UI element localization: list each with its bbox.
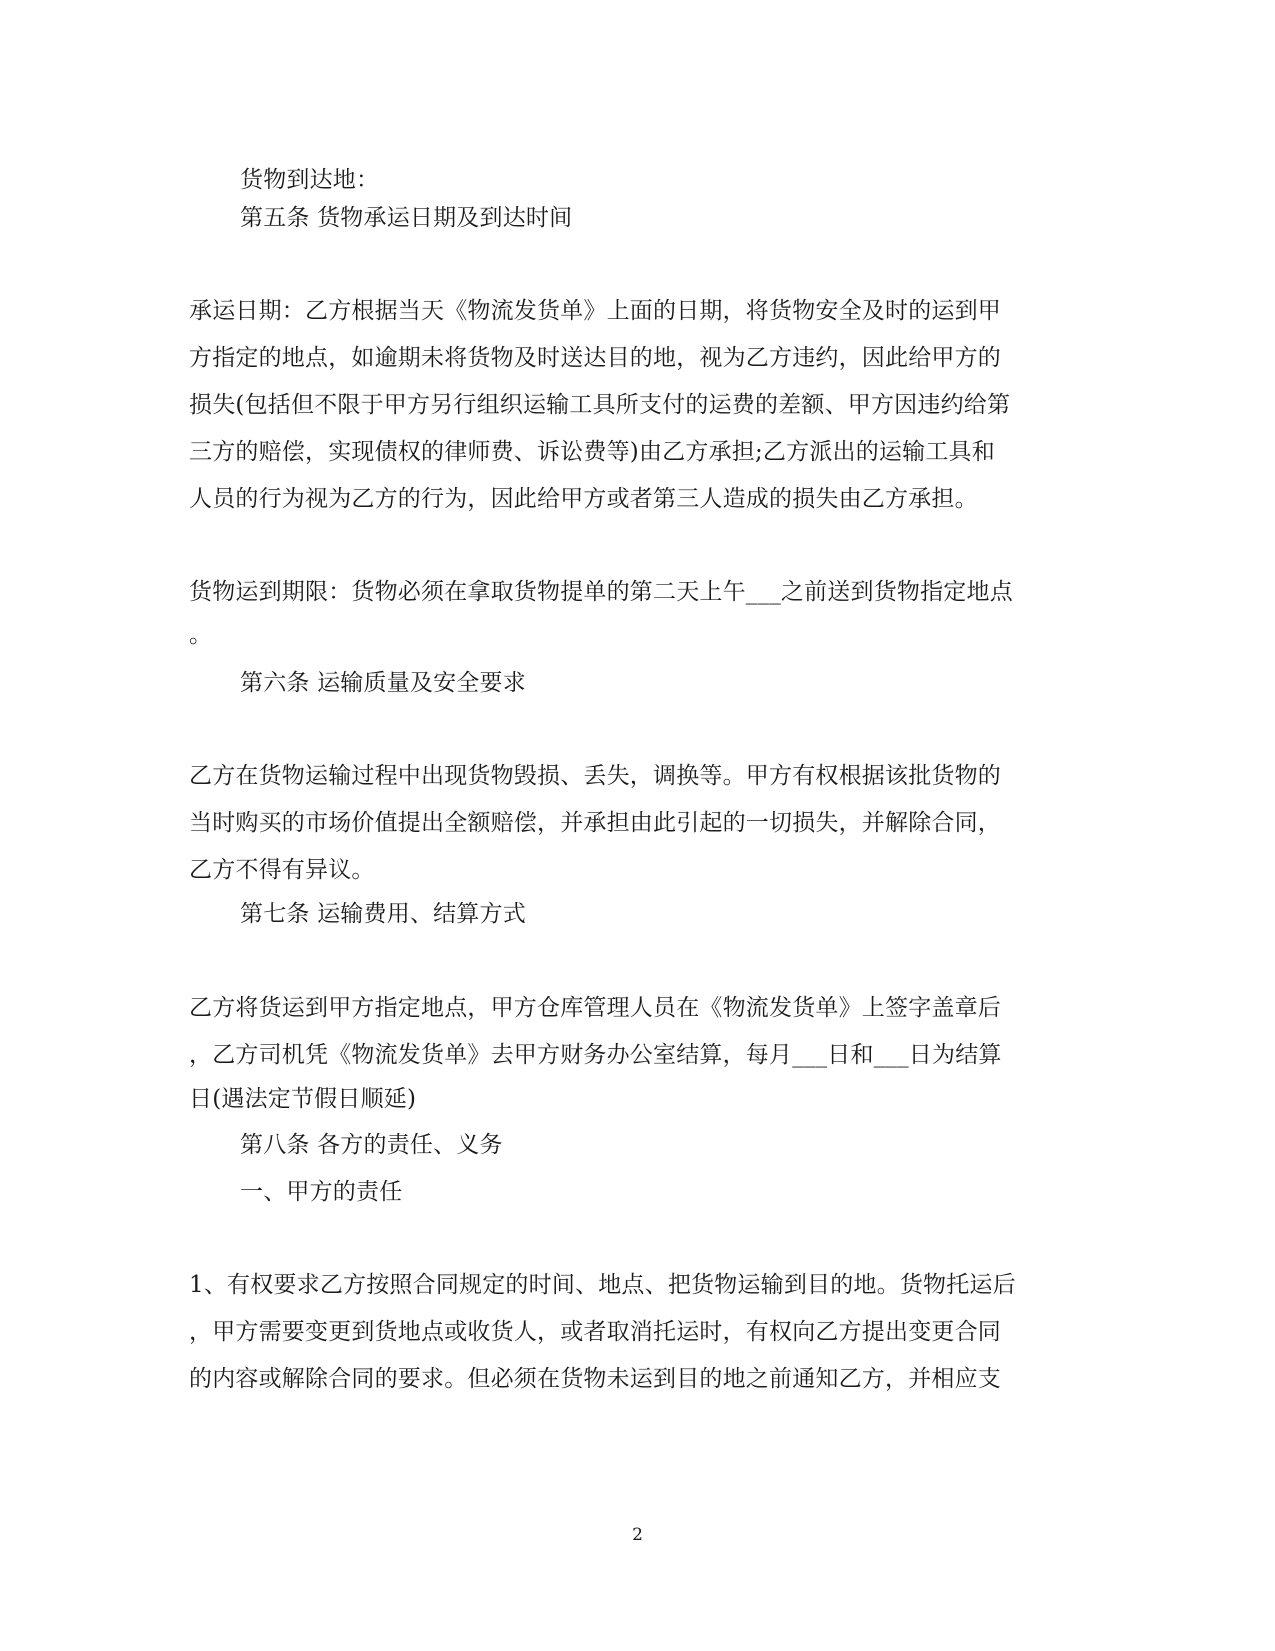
- paragraph-line: 的内容或解除合同的要求。但必须在货物未运到目的地之前通知乙方，并相应支: [189, 1366, 1001, 1392]
- section-heading: 一、甲方的责任: [240, 1179, 403, 1205]
- paragraph-line: 。: [189, 622, 213, 648]
- paragraph-line: ，甲方需要变更到货地点或收货人，或者取消托运时，有权向乙方提出变更合同: [189, 1319, 1001, 1345]
- paragraph-line: 乙方将货运到甲方指定地点，甲方仓库管理人员在《物流发货单》上签字盖章后: [189, 995, 1001, 1021]
- page-number: 2: [632, 1525, 643, 1545]
- article-5-heading: 第五条 货物承运日期及到达时间: [240, 205, 573, 231]
- article-6-heading: 第六条 运输质量及安全要求: [240, 670, 526, 696]
- paragraph-line: 货物运到期限：货物必须在拿取货物提单的第二天上午___之前送到货物指定地点: [189, 579, 1013, 605]
- article-8-heading: 第八条 各方的责任、义务: [240, 1132, 503, 1158]
- paragraph-line: 日(遇法定节假日顺延): [189, 1086, 417, 1112]
- paragraph-line: 方指定的地点，如逾期未将货物及时送达目的地，视为乙方违约，因此给甲方的: [189, 345, 1001, 371]
- paragraph-line: 当时购买的市场价值提出全额赔偿，并承担由此引起的一切损失，并解除合同，: [189, 810, 1001, 836]
- paragraph-line: 损失(包括但不限于甲方另行组织运输工具所支付的运费的差额、甲方因违约给第: [189, 392, 1011, 418]
- paragraph-line: 乙方不得有异议。: [189, 857, 375, 883]
- paragraph-line: 承运日期：乙方根据当天《物流发货单》上面的日期，将货物安全及时的运到甲: [189, 298, 1001, 324]
- paragraph-line: 乙方在货物运输过程中出现货物毁损、丢失，调换等。甲方有权根据该批货物的: [189, 763, 1001, 789]
- paragraph-line: 1、有权要求乙方按照合同规定的时间、地点、把货物运输到目的地。货物托运后: [189, 1272, 1016, 1298]
- paragraph-line: ，乙方司机凭《物流发货单》去甲方财务办公室结算，每月___日和___日为结算: [189, 1042, 1002, 1068]
- article-7-heading: 第七条 运输费用、结算方式: [240, 901, 526, 927]
- destination-line: 货物到达地：: [240, 167, 380, 193]
- paragraph-line: 三方的赔偿，实现债权的律师费、诉讼费等)由乙方承担;乙方派出的运输工具和: [189, 439, 995, 465]
- paragraph-line: 人员的行为视为乙方的行为，因此给甲方或者第三人造成的损失由乙方承担。: [189, 486, 978, 512]
